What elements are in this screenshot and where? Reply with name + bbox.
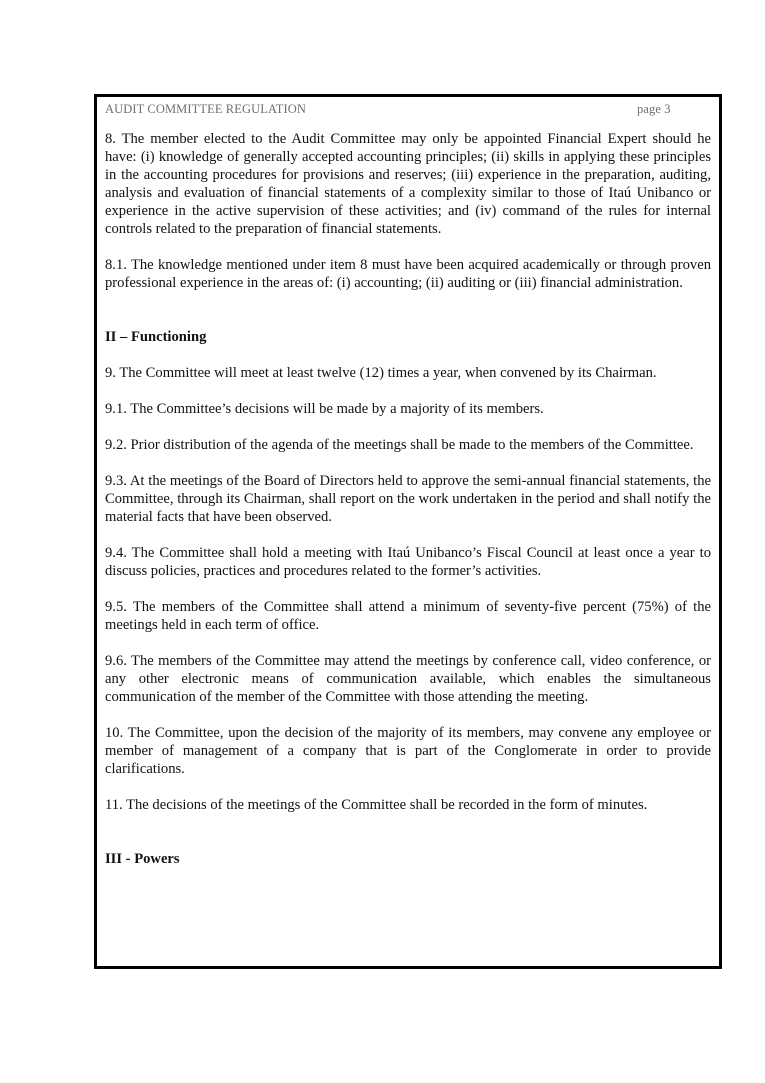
paragraph-9-5: 9.5. The members of the Committee shall attend a minimum of seventy-five percent (75%) of the meetings held in each term of office.: [105, 599, 711, 633]
paragraph-10: 10. The Committee, upon the decision of the majority of its members, may convene any employee or member of management of a company that is part of the Conglomerate in order to provide clarifications.: [105, 725, 711, 777]
paragraph-9: 9. The Committee will meet at least twelve (12) times a year, when convened by its Chairman.: [105, 365, 657, 381]
paragraph-9-2: 9.2. Prior distribution of the agenda of the meetings shall be made to the members of the Committee.: [105, 437, 694, 453]
section-heading-functioning: II – Functioning: [105, 329, 207, 345]
paragraph-8-1: 8.1. The knowledge mentioned under item 8 must have been acquired academically or through proven professional experience in the areas of: (i) accounting; (ii) auditing or (iii) financial administration.: [105, 257, 711, 291]
paragraph-9-3: 9.3. At the meetings of the Board of Directors held to approve the semi-annual financial statements, the Committee, through its Chairman, shall report on the work undertaken in the period and shall notify the material facts that have been observed.: [105, 473, 711, 525]
paragraph-9-6: 9.6. The members of the Committee may attend the meetings by conference call, video conference, or any other electronic means of communication available, which enables the simultaneous communication of the member of the Committee with those attending the meeting.: [105, 653, 711, 705]
document-body: [105, 130, 711, 868]
document-title: AUDIT COMMITTEE REGULATION: [105, 102, 306, 116]
paragraph-9-1: 9.1. The Committee’s decisions will be made by a majority of its members.: [105, 401, 544, 417]
paragraph-11: 11. The decisions of the meetings of the Committee shall be recorded in the form of minutes.: [105, 797, 648, 813]
paragraph-8: 8. The member elected to the Audit Committee may only be appointed Financial Expert should he have: (i) knowledge of generally accepted accounting principles; (ii) skills in applying these principles in the accounting procedures for provisions and reserves; (iii) experience in the preparation, auditing, analysis and evaluation of financial statements of a complexity similar to those of Itaú Unibanco or experience in the active supervision of these activities; and (iv) command of the rules for internal controls related to the preparation of financial statements.: [105, 131, 711, 237]
paragraph-9-4: 9.4. The Committee shall hold a meeting with Itaú Unibanco’s Fiscal Council at least once a year to discuss policies, practices and procedures related to the former’s activities.: [105, 545, 711, 579]
section-heading-powers: III - Powers: [105, 851, 180, 867]
page-number: page 3: [637, 102, 671, 116]
page-frame: [94, 94, 722, 969]
